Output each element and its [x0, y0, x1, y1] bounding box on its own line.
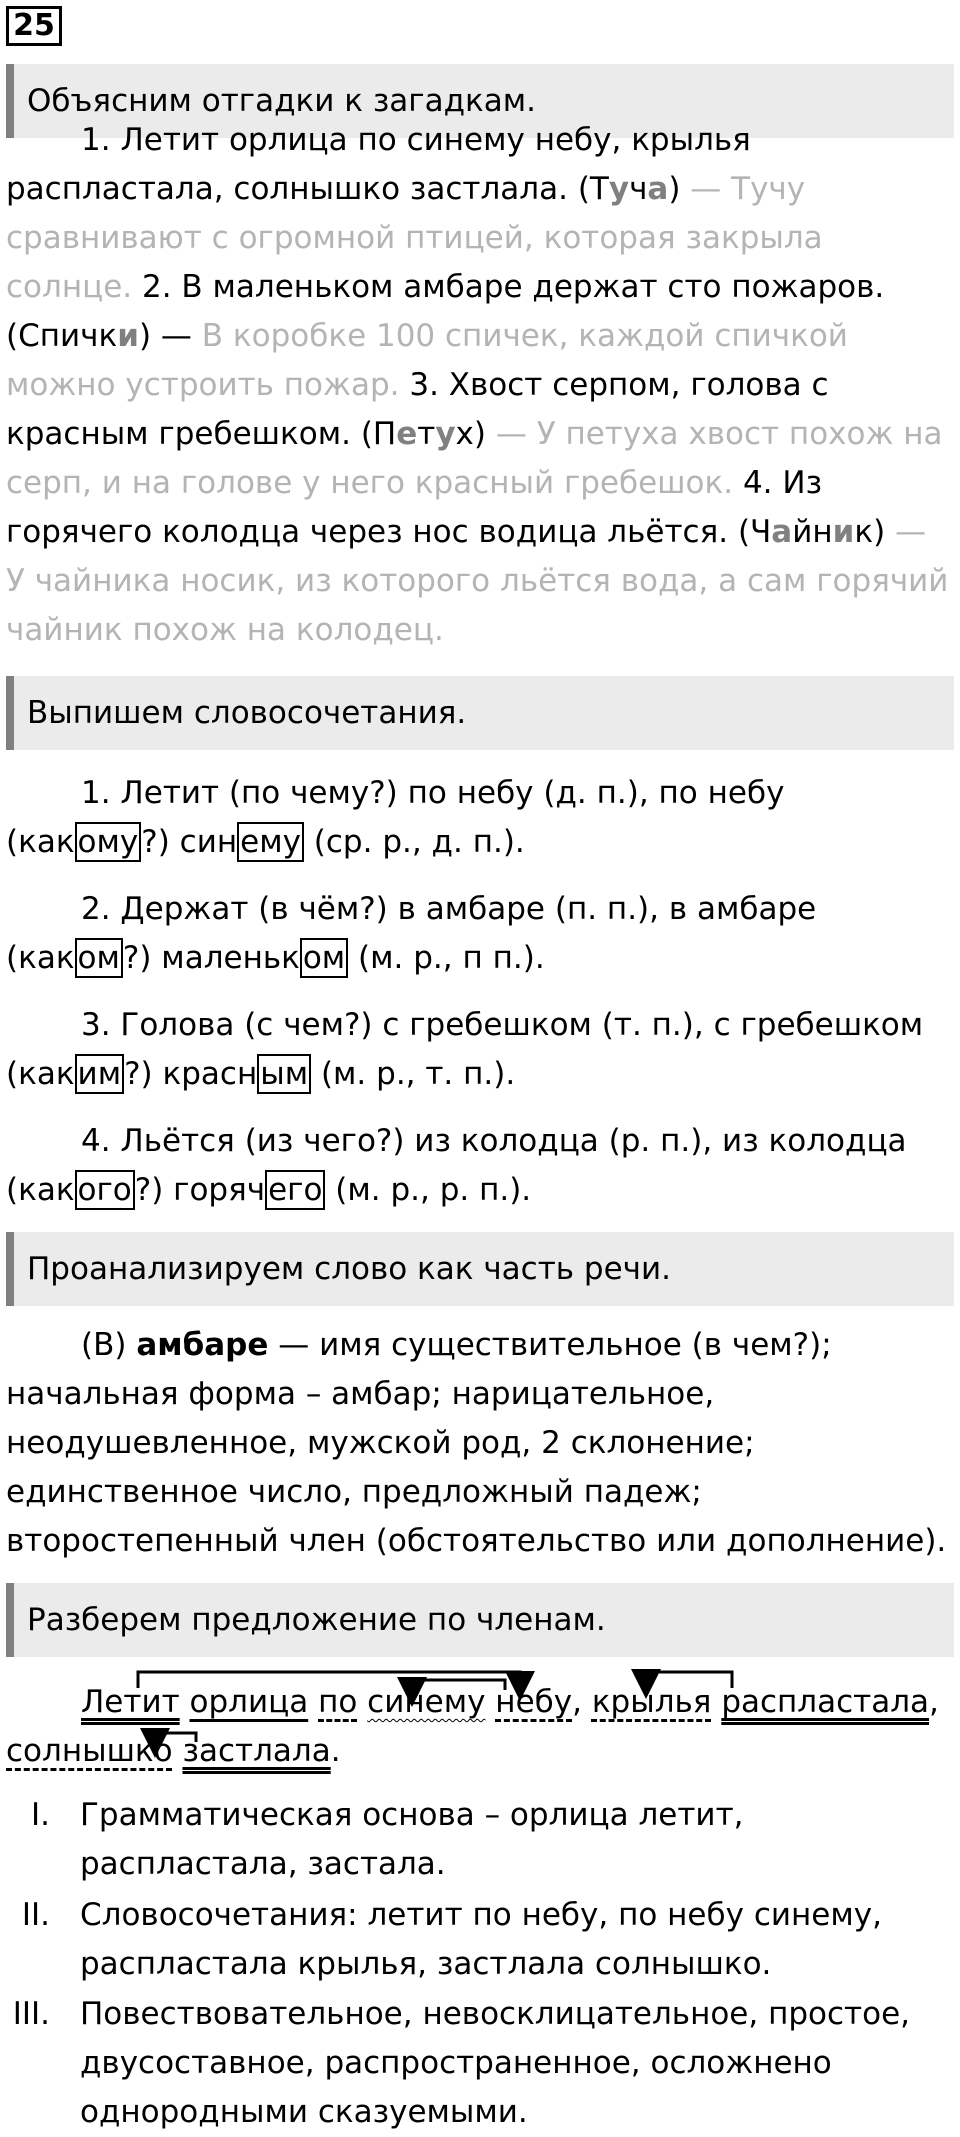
section-heading-morphology: Проанализируем слово как часть речи.	[6, 1232, 954, 1306]
word-zastlala: застлала	[182, 1733, 331, 1769]
morphology-paragraph: (В) амбаре — имя существительное (в чем?); начальная форма – амбар; нарицательное, неодушевленное, мужской род, 2 склонение; единственное число, предложный падеж; второстепенный член (обстоятельство или дополнение).	[6, 1327, 947, 1559]
word-po: по	[318, 1684, 358, 1720]
phrase-2: 2. Держат (в чём?) в амбаре (п. п.), в амбаре (каком?) маленьком (м. р., п п.).	[6, 891, 817, 976]
riddle-2-dash: —	[160, 318, 192, 354]
riddle-1-answer: (Туча)	[577, 171, 681, 207]
word-sinemu: синему	[367, 1684, 486, 1720]
word-nebu: небу	[495, 1684, 573, 1720]
riddle-1-explanation: — Тучу сравнивают с огромной птицей, которая закрыла солнце.	[6, 171, 823, 305]
section-heading-syntax: Разберем предложение по членам.	[6, 1583, 954, 1657]
riddle-3-text: Хвост серпом, голова с красным гребешком.	[6, 367, 829, 452]
phrase-4: 4. Льётся (из чего?) из колодца (р. п.), из колодца (какого?) горячего (м. р., р. п.).	[6, 1123, 907, 1208]
phrase-3: 3. Голова (с чем?) с гребешком (т. п.), с гребешком (каким?) красным (м. р., т. п.).	[6, 1007, 924, 1092]
ending-box: ым	[257, 1054, 311, 1094]
ending-box: ом	[300, 938, 348, 978]
analysis-text: Словосочетания: летит по небу, по небу синему, распластала крылья, застлала солнышко.	[80, 1897, 882, 1982]
riddle-2-number: 2.	[141, 269, 172, 305]
analysis-number: III.	[12, 1996, 50, 2032]
ending-box: ого	[75, 1170, 135, 1210]
task-number: 25	[6, 6, 62, 46]
riddle-4-answer: (Чайник)	[737, 514, 886, 550]
section-heading-phrases: Выпишем словосочетания.	[6, 676, 954, 750]
riddle-1-number: 1.	[81, 122, 111, 158]
analysis-text: Повествовательное, невосклицательное, простое, двусоставное, распространенное, осложнено однородными сказуемыми.	[80, 1996, 910, 2130]
ending-box: ому	[75, 822, 142, 862]
word-orlitsa: орлица	[189, 1684, 309, 1720]
word-rasplastala: распластала	[721, 1684, 930, 1720]
analyzed-word: амбаре	[136, 1327, 269, 1363]
ending-box: ом	[75, 938, 123, 978]
riddle-2-answer: (Спички)	[6, 318, 152, 354]
riddle-3-number: 3.	[409, 367, 439, 403]
section-heading-riddles: Объясним отгадки к загадкам.	[6, 64, 954, 138]
word-krylya: крылья	[591, 1684, 712, 1720]
analysis-text: Грамматическая основа – орлица летит, распластала, застала.	[80, 1797, 744, 1882]
phrase-1: 1. Летит (по чему?) по небу (д. п.), по небу (какому?) синему (ср. р., д. п.).	[6, 775, 785, 860]
riddle-2-explanation: В коробке 100 спичек, каждой спичкой можно устроить пожар.	[6, 318, 848, 403]
riddle-3-answer: (Петух)	[360, 416, 486, 452]
riddle-4-explanation: — У чайника носик, из которого льётся вода, а сам горячий чайник похож на колодец.	[6, 514, 949, 648]
word-solnyshko: солнышко	[6, 1733, 173, 1769]
sentence-parse: Летит орлица по синему небу, крылья распластала, солнышко застлала.	[6, 1684, 939, 1769]
riddle-1-text: Летит орлица по синему небу, крылья распластала, солнышко застлала.	[6, 122, 751, 207]
riddle-2-text: В маленьком амбаре держат сто пожаров.	[181, 269, 885, 305]
ending-box: его	[265, 1170, 325, 1210]
riddle-4-text: Из горячего колодца через нос водица льётся.	[6, 465, 823, 550]
analysis-number: I.	[31, 1797, 50, 1833]
word-letit: Летит	[81, 1684, 180, 1720]
ending-box: ему	[237, 822, 304, 862]
ending-box: им	[75, 1054, 125, 1094]
analysis-number: II.	[21, 1897, 50, 1933]
riddle-4-number: 4.	[742, 465, 773, 501]
riddle-3-explanation: — У петуха хвост похож на серп, и на голове у него красный гребешок.	[6, 416, 943, 501]
